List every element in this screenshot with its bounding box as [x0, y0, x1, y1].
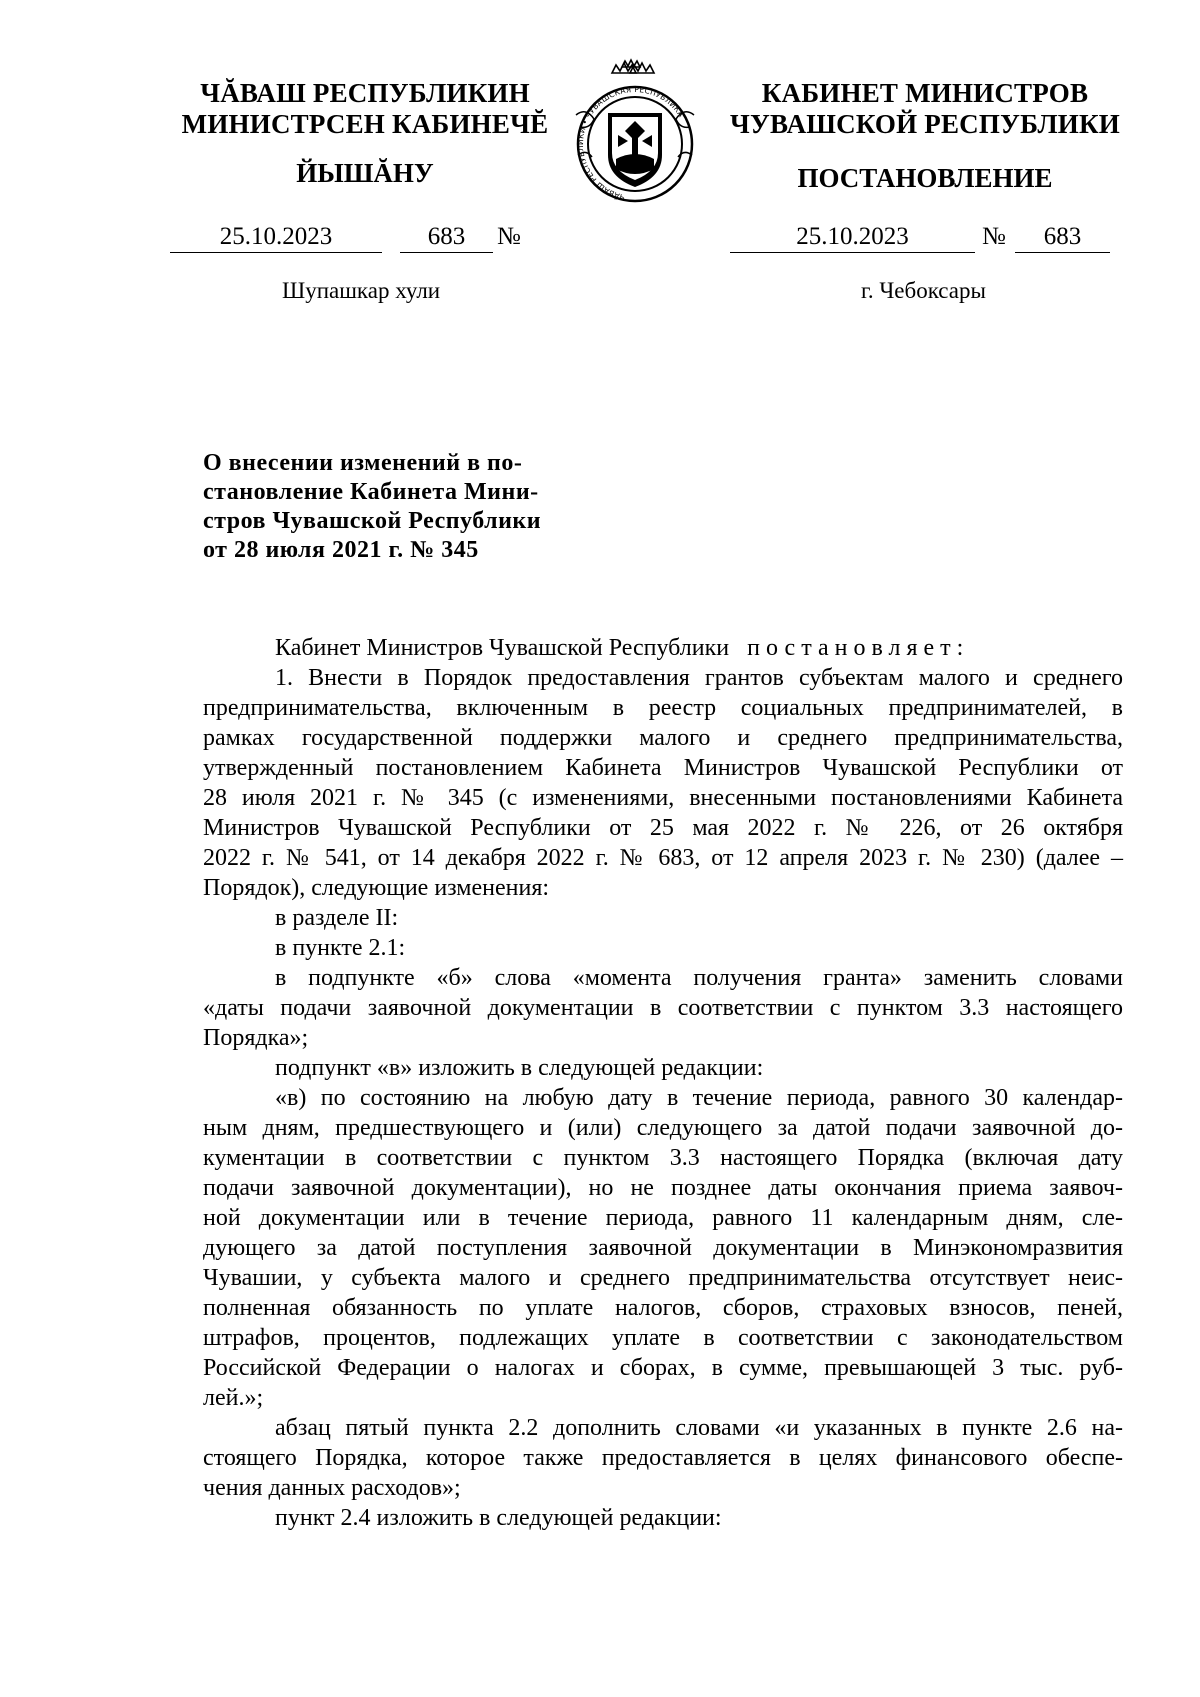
- document-title: [203, 449, 568, 565]
- header-right-line1: КАБИНЕТ МИНИСТРОВ: [761, 78, 1089, 108]
- body-line: Министров Чувашской Республики от 25 мая 2022 г. № 226, от 26 октября: [203, 815, 1123, 841]
- place-right: г. Чебоксары: [861, 278, 986, 303]
- body-line: в разделе II:: [275, 905, 399, 931]
- body-line: утвержденный постановлением Кабинета Министров Чувашской Республики от: [203, 755, 1123, 781]
- preamble-text: Кабинет Министров Чувашской Республики: [275, 635, 730, 661]
- body-line: 28 июля 2021 г. № 345 (с изменениями, внесенными постановлениями Кабинета: [203, 785, 1123, 811]
- body-line: подачи заявочной документации), но не позднее даты окончания приема заявоч-: [203, 1175, 1123, 1201]
- header-left-doc-type: ЙЫШĂНУ: [296, 158, 434, 188]
- header-left-line1: ЧĂВАШ РЕСПУБЛИКИН: [200, 78, 530, 108]
- header-right-title: [730, 78, 1120, 140]
- preamble: [203, 633, 1123, 663]
- left-number-sign: №: [497, 223, 521, 250]
- body-line: 2022 г. № 541, от 14 декабря 2022 г. № 683, от 12 апреля 2023 г. № 230) (далее –: [203, 845, 1123, 871]
- document-body: [203, 633, 1123, 1533]
- header-right-doc-type: ПОСТАНОВЛЕНИЕ: [797, 163, 1053, 193]
- emblem-ring-text: ЧĂВАШ РЕСПУБЛИКИ • ЧУВАШСКАЯ РЕСПУБЛИКА: [575, 84, 686, 202]
- body-line: абзац пятый пункта 2.2 дополнить словами «и указанных в пункте 2.6 на-: [275, 1415, 1123, 1441]
- body-line: ной документации или в течение периода, равного 11 календарным дням, сле-: [203, 1205, 1123, 1231]
- body-line: рамках государственной поддержки малого и среднего предпринимательства,: [203, 725, 1123, 751]
- body-line: в подпункте «б» слова «момента получения гранта» заменить словами: [275, 965, 1123, 991]
- body-line: лей.»;: [203, 1385, 264, 1411]
- title-line: стров Чувашской Республики: [203, 508, 542, 534]
- right-number-value: 683: [1043, 223, 1082, 250]
- body-line: Порядка»;: [203, 1025, 309, 1051]
- body-line: подпункт «в» изложить в следующей редакции:: [275, 1055, 764, 1081]
- body-line: штрафов, процентов, подлежащих уплате в соответствии с законодательством: [203, 1325, 1123, 1351]
- header-right-line2: ЧУВАШСКОЙ РЕСПУБЛИКИ: [730, 109, 1120, 139]
- body-line: чения данных расходов»;: [203, 1475, 461, 1501]
- preamble-verb: постановляет:: [747, 635, 970, 661]
- emblem-icon: [568, 55, 702, 208]
- body-line: полненная обязанность по уплате налогов, сборов, страховых взносов, пеней,: [203, 1295, 1123, 1321]
- left-number: [400, 222, 493, 253]
- body-line: ным дням, предшествующего и (или) следующего за датой подачи заявочной до-: [203, 1115, 1123, 1141]
- body-line: в пункте 2.1:: [275, 935, 406, 961]
- header-left-title: [175, 78, 555, 140]
- body-line: предпринимательства, включенным в реестр социальных предпринимателей, в: [203, 695, 1123, 721]
- body-line: 1. Внести в Порядок предоставления грантов субъектам малого и среднего: [275, 665, 1123, 691]
- body-line: стоящего Порядка, которое также предоставляется в целях финансового обеспе-: [203, 1445, 1123, 1471]
- right-number-sign: №: [982, 223, 1006, 250]
- left-date-value: 25.10.2023: [219, 223, 333, 250]
- right-date-value: 25.10.2023: [796, 223, 909, 250]
- body-line: Чувашии, у субъекта малого и среднего предпринимательства отсутствует неис-: [203, 1265, 1123, 1291]
- body-line: дующего за датой поступления заявочной документации в Минэкономразвития: [203, 1235, 1123, 1261]
- body-line: Российской Федерации о налогах и сборах, в сумме, превышающей 3 тыс. руб-: [203, 1355, 1123, 1381]
- body-line: пункт 2.4 изложить в следующей редакции:: [275, 1505, 722, 1531]
- right-number: [1015, 222, 1110, 253]
- right-date: [730, 222, 975, 253]
- header-left-line2: МИНИСТРСЕН КАБИНЕЧĔ: [181, 109, 549, 139]
- left-date: [170, 222, 382, 253]
- title-line: от 28 июля 2021 г. № 345: [203, 537, 479, 563]
- title-line: О внесении изменений в по-: [203, 450, 523, 476]
- body-line: «даты подачи заявочной документации в соответствии с пунктом 3.3 настоящего: [203, 995, 1123, 1021]
- body-line: кументации в соответствии с пунктом 3.3 настоящего Порядка (включая дату: [203, 1145, 1123, 1171]
- title-line: становление Кабинета Мини-: [203, 479, 539, 505]
- left-number-value: 683: [427, 223, 466, 250]
- body-line: Порядок), следующие изменения:: [203, 875, 550, 901]
- body-line: «в) по состоянию на любую дату в течение периода, равного 30 календар-: [275, 1085, 1123, 1111]
- place-left: Шупашкар хули: [282, 278, 441, 303]
